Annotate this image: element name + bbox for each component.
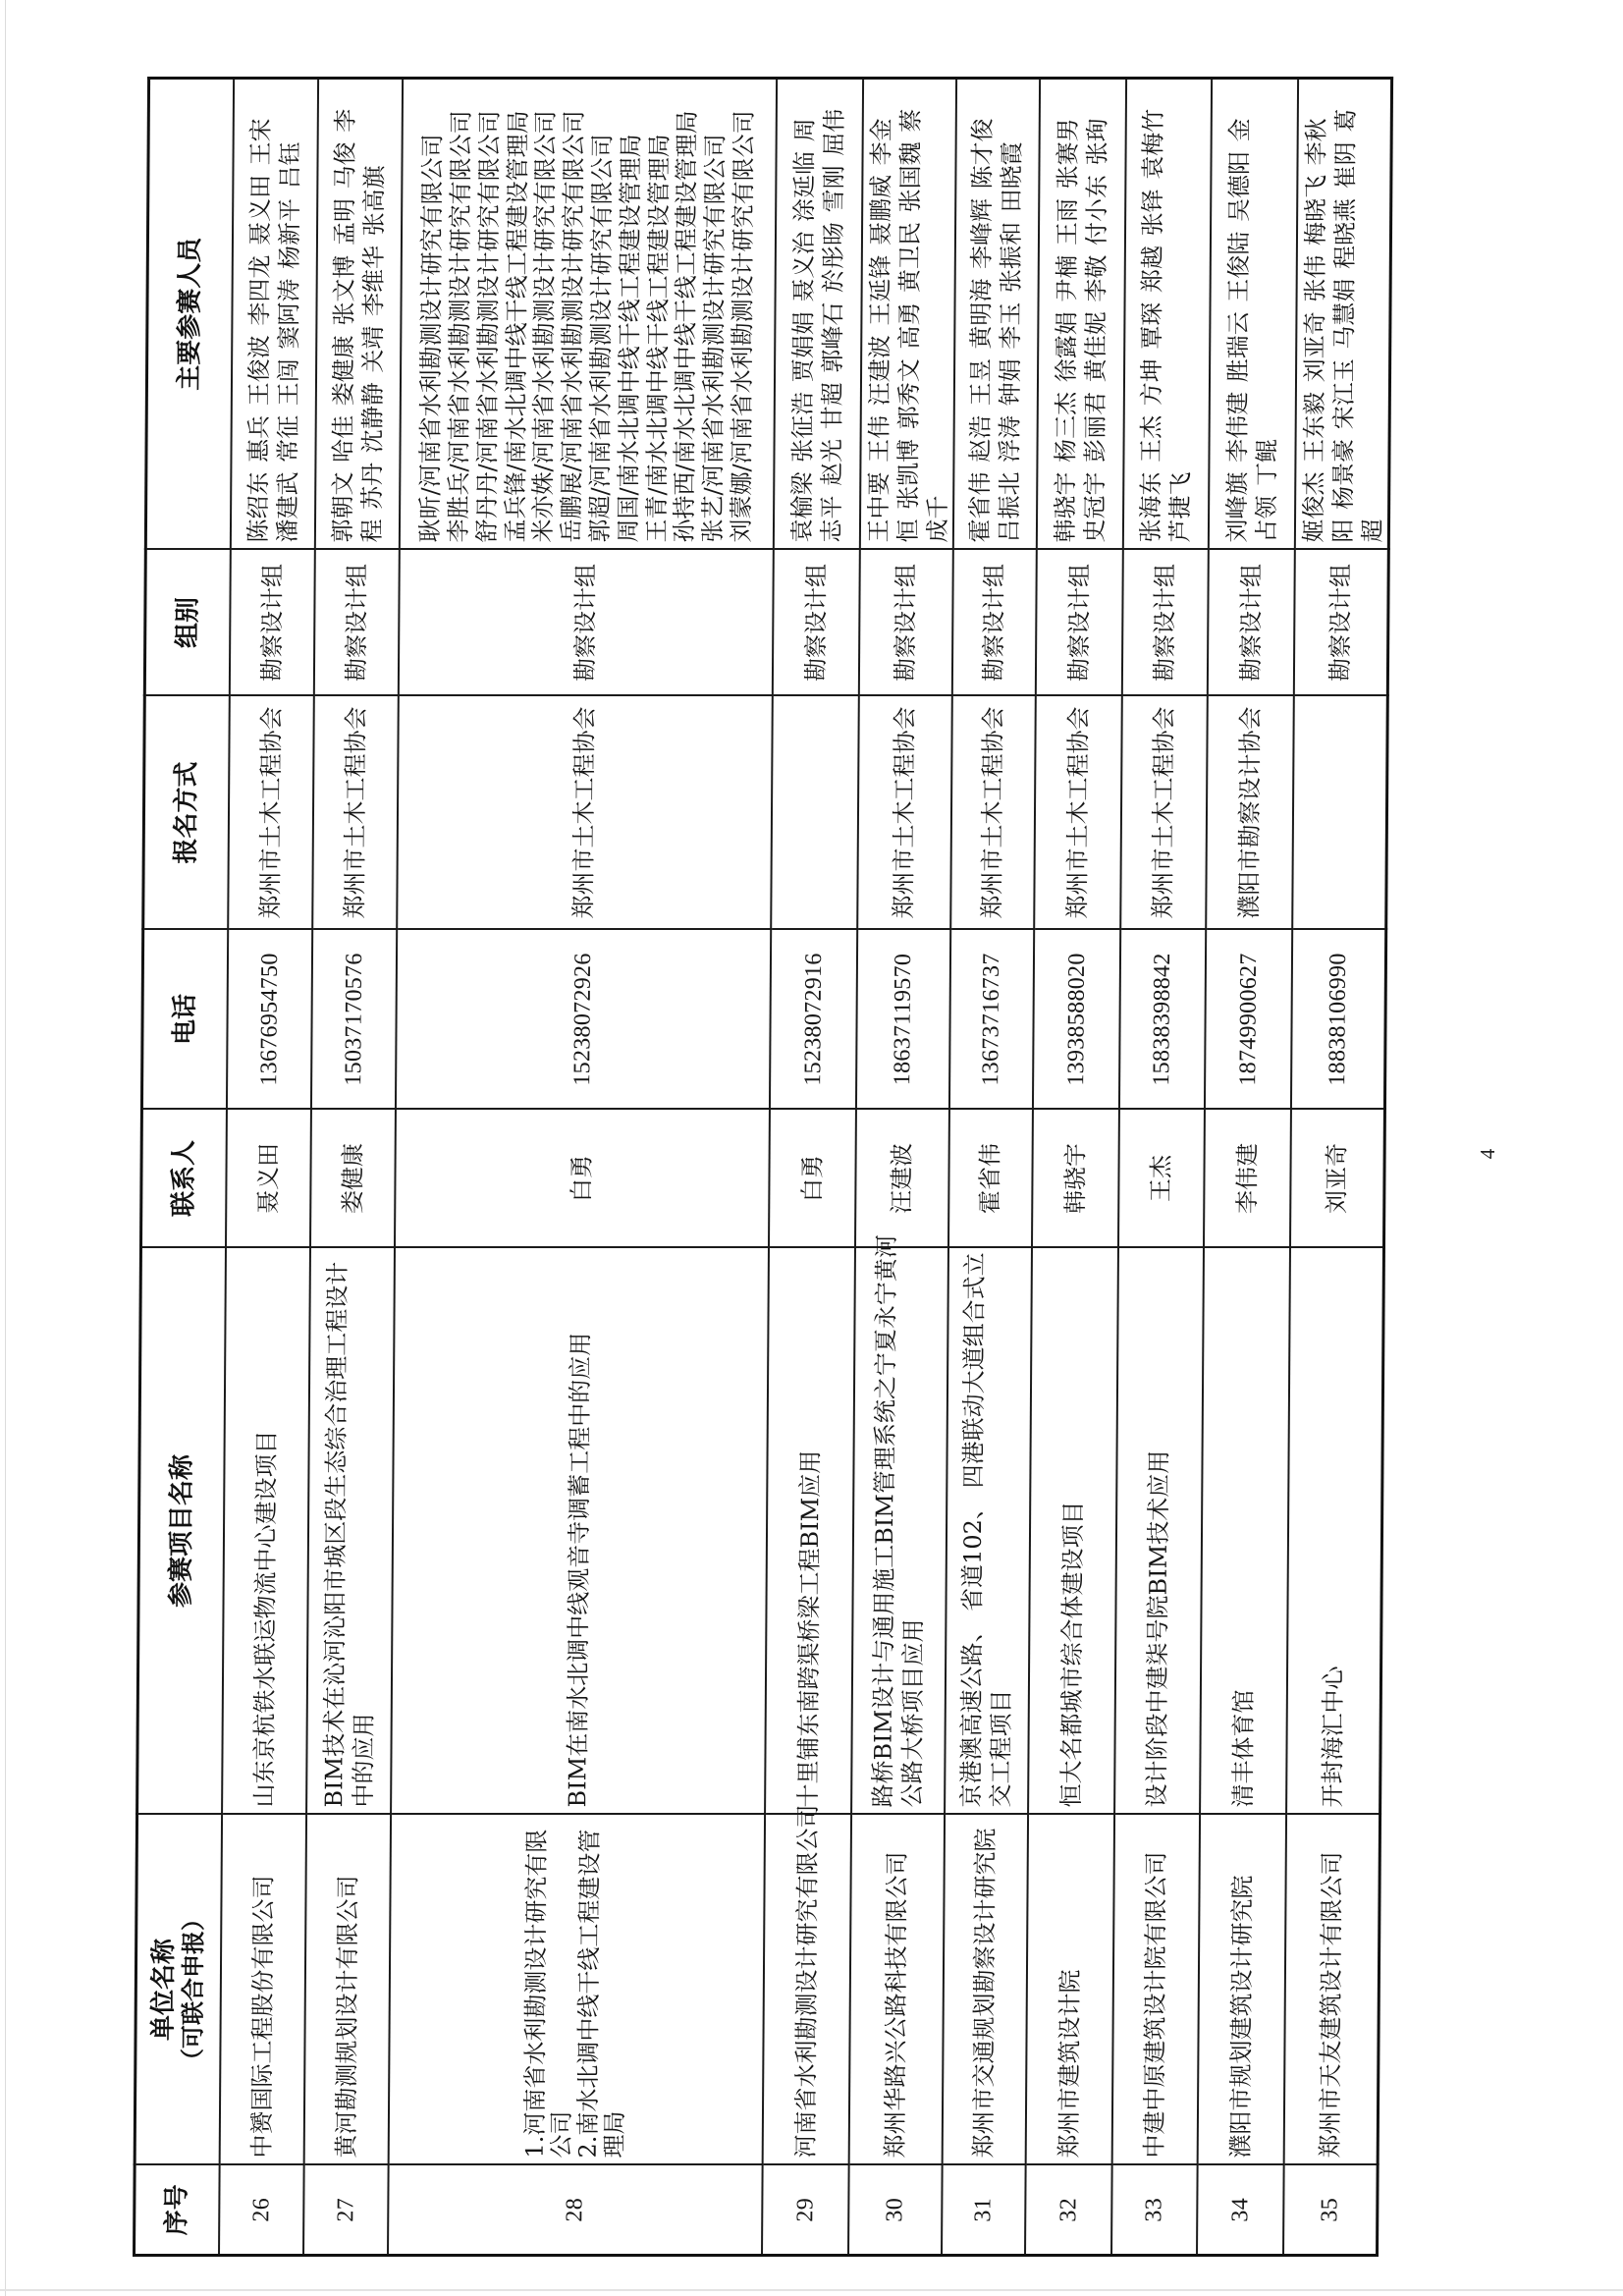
- member-line: 刘峰旗 李伟建 胜瑞云 王俊陆 吴德阳 金: [1222, 118, 1254, 543]
- cell-project: [391, 1248, 769, 1815]
- cell-project: [306, 1248, 395, 1815]
- header-signup: 报名方式: [143, 696, 230, 930]
- member-line: 陈绍东 惠兵 王俊波 李四龙 聂义田 王宋: [243, 118, 275, 543]
- member-line: 岳鹏展/河南省水利勘测设计研究有限公司: [558, 110, 589, 543]
- cell-phone: 18838106990: [1290, 930, 1385, 1110]
- cell-members: [1036, 79, 1125, 550]
- cell-phone: 18749900627: [1204, 930, 1291, 1110]
- cell-unit: [1025, 1815, 1113, 2165]
- cell-signup: 郑州市土木工程协会: [312, 696, 399, 930]
- cell-group: 勘察设计组: [772, 550, 859, 696]
- cell-signup: 郑州市土木工程协会: [228, 696, 314, 930]
- member-line: 霍省伟 赵浩 王昱 黄明海 李峰辉 陈才俊: [965, 118, 997, 543]
- member-line: 王中要 王伟 汪建波 王延锋 聂鹏威 李金: [864, 118, 895, 543]
- cell-unit: [762, 1804, 850, 2165]
- unit-line: 河南省水利勘测设计研究有限公司: [791, 1804, 822, 2159]
- cell-group: 勘察设计组: [951, 550, 1036, 696]
- cell-contact: 李伟建: [1203, 1110, 1290, 1248]
- header-unit-title: 单位名称: [148, 1939, 179, 2042]
- member-line: 李胜兵/河南省水利勘测设计研究有限公司: [444, 110, 475, 543]
- cell-project: [765, 1248, 855, 1815]
- member-line: 舒丹丹/河南省水利勘测设计研究有限公司: [472, 110, 504, 543]
- cell-contact: 王杰: [1117, 1110, 1204, 1248]
- header-group: 组别: [144, 550, 230, 696]
- cell-signup: 郑州市土木工程协会: [1120, 696, 1208, 930]
- cell-project: [222, 1248, 310, 1815]
- cell-contact: 聂义田: [225, 1110, 310, 1248]
- cell-unit: [848, 1815, 944, 2165]
- cell-phone: 15037170576: [310, 930, 396, 1110]
- member-line: 芦捷飞: [1165, 471, 1195, 543]
- member-line: 郭超/河南省水利勘测设计研究有限公司: [585, 134, 617, 543]
- project-line: BIM在南水北调中线观音寺调蓄工程中的应用: [564, 1332, 595, 1808]
- member-line: 超: [1358, 519, 1386, 543]
- unit-line: 公司: [547, 2110, 576, 2159]
- cell-group: 勘察设计组: [1121, 550, 1208, 696]
- cell-group: 勘察设计组: [1293, 550, 1388, 696]
- cell-members: [859, 79, 955, 550]
- cell-members: [1122, 79, 1211, 550]
- table-row: [942, 79, 1040, 2256]
- unit-line: 郑州市建筑设计院: [1055, 1969, 1084, 2159]
- cell-members: [230, 79, 317, 550]
- cell-group: 勘察设计组: [858, 550, 952, 696]
- member-line: 孟兵锋/南水北调中线干线工程建设管理局: [501, 110, 532, 543]
- cell-seq: 34: [1197, 2165, 1284, 2256]
- cell-group: 勘察设计组: [229, 550, 314, 696]
- table-row: [388, 79, 777, 2256]
- unit-line: 郑州华路兴公路科技有限公司: [881, 1851, 911, 2159]
- table-row: [1197, 79, 1298, 2256]
- cell-seq: 29: [762, 2165, 849, 2256]
- member-line: 刘蒙娜/河南省水利勘测设计研究有限公司: [727, 110, 758, 543]
- cell-seq: 26: [219, 2165, 304, 2256]
- cell-project: [1028, 1248, 1118, 1815]
- member-line: 孙持西/南水北调中线干线工程建设管理局: [671, 110, 702, 543]
- cell-members: [314, 79, 402, 550]
- header-unit-note: （可联合申报）: [179, 1907, 208, 2072]
- cell-members: [952, 79, 1039, 550]
- header-row: [135, 79, 234, 2256]
- cell-members: [773, 79, 862, 550]
- cell-phone: 13673716737: [948, 930, 1033, 1110]
- cell-group: 勘察设计组: [313, 550, 399, 696]
- cell-contact: 汪建波: [854, 1110, 948, 1248]
- cell-phone: 15238072916: [769, 930, 856, 1110]
- header-project: 参赛项目名称: [137, 1248, 226, 1815]
- member-line: 耿昕/河南省水利勘测设计研究有限公司: [416, 134, 447, 543]
- project-line: BIM技术在沁河沁阳市城区段生态综合治理工程设计: [319, 1261, 352, 1808]
- cell-members: [1208, 79, 1297, 550]
- header-members: 主要参赛人员: [145, 79, 233, 550]
- project-line: 路桥BIM设计与通用施工BIM管理系统之宁夏永宁黄河: [869, 1234, 901, 1808]
- project-line: 设计阶段中建柒号院BIM技术应用: [1143, 1449, 1173, 1808]
- member-line: 吕振北 浮涛 钟娟 李玉 张振和 田晓霞: [995, 141, 1026, 543]
- cell-seq: 28: [388, 2165, 763, 2256]
- cell-unit: [1111, 1815, 1199, 2165]
- cell-contact: 白勇: [394, 1110, 769, 1248]
- member-line: 周国/南水北调中线干线工程建设管理局: [614, 134, 645, 543]
- scan-edge-line: [5, 0, 6, 2296]
- cell-seq: 30: [848, 2165, 943, 2256]
- cell-contact: 白勇: [768, 1110, 855, 1248]
- member-line: 阳 杨景豪 宋江玉 马慧娟 程晓燕 崔阴 葛: [1328, 108, 1360, 543]
- unit-line: 2.南水北调中线干线工程建设管: [573, 1829, 604, 2159]
- cell-phone: 18637119570: [855, 930, 949, 1110]
- cell-unit: [388, 1815, 764, 2165]
- cell-signup: [771, 696, 859, 930]
- rotated-table-sheet: [133, 80, 1386, 2257]
- cell-signup: 郑州市土木工程协会: [397, 696, 773, 930]
- cell-contact: 霍省伟: [947, 1110, 1032, 1248]
- cell-seq: 27: [303, 2165, 389, 2256]
- member-line: 程 苏丹 沈静静 关靖 李维华 张高旗: [357, 165, 388, 543]
- member-line: 韩骁宇 杨三杰 徐露娟 尹楠 王雨 张赛男: [1051, 118, 1082, 543]
- unit-line: 理局: [600, 2110, 629, 2159]
- cell-contact: 刘亚奇: [1289, 1110, 1383, 1248]
- member-line: 占领 丁鲲: [1252, 438, 1281, 543]
- cell-project: [1200, 1248, 1290, 1815]
- project-line: 清丰体育馆: [1228, 1689, 1258, 1808]
- project-line: 交工程项目: [987, 1689, 1015, 1808]
- member-line: 恒 张凯博 郭秀文 高勇 黄卫民 张国魏 蔡: [893, 108, 925, 543]
- table-row: [762, 79, 863, 2256]
- member-line: 张艺/河南省水利勘测设计研究有限公司: [699, 134, 730, 543]
- member-line: 史冠宇 彭丽君 黄佳妮 李敬 付小东 张珣: [1080, 118, 1111, 543]
- member-line: 志平 赵光 甘超 郭峰石 於彤旸 雪刚 屈伟: [817, 108, 848, 543]
- table-row: [848, 79, 956, 2256]
- unit-line: 中赟国际工程股份有限公司: [247, 1875, 278, 2159]
- cell-members: [399, 79, 776, 550]
- header-contact: 联系人: [140, 1110, 226, 1248]
- unit-line: 黄河勘测规划设计有限公司: [332, 1875, 362, 2159]
- cell-contact: 娄健康: [309, 1110, 395, 1248]
- header-phone: 电话: [141, 930, 227, 1110]
- cell-unit: [942, 1815, 1027, 2165]
- cell-project: [1114, 1248, 1204, 1815]
- table-row: [1283, 79, 1392, 2256]
- unit-line: 郑州市天友建筑设计有限公司: [1316, 1851, 1346, 2159]
- cell-project: [851, 1234, 948, 1815]
- project-line: 山东京杭铁水联运物流中心建设项目: [249, 1430, 281, 1808]
- header-unit: [135, 1815, 221, 2165]
- cell-phone: 13938588020: [1032, 930, 1119, 1110]
- table-row: [303, 79, 403, 2256]
- member-line: 姬俊杰 王东毅 刘亚奇 张伟 梅晓飞 李秋: [1299, 118, 1330, 543]
- table-row: [1111, 79, 1212, 2256]
- cell-unit: [1197, 1815, 1285, 2165]
- cell-signup: 郑州市土木工程协会: [857, 696, 952, 930]
- cell-seq: 33: [1111, 2165, 1198, 2256]
- member-line: 成千: [923, 495, 951, 543]
- unit-line: 濮阳市规划建筑设计研究院: [1226, 1875, 1257, 2159]
- member-line: 潘建武 常征 王闯 窦阿涛 杨新平 吕钰: [273, 141, 304, 543]
- cell-signup: 濮阳市勘察设计协会: [1206, 696, 1294, 930]
- cell-phone: 13676954750: [226, 930, 311, 1110]
- cell-contact: 韩骁宇: [1031, 1110, 1118, 1248]
- table-row: [219, 79, 318, 2256]
- cell-seq: 35: [1283, 2165, 1378, 2256]
- cell-group: 勘察设计组: [398, 550, 773, 696]
- member-line: 郭朝文 哈佳 娄健康 张文博 孟明 马俊 李: [328, 108, 359, 543]
- cell-phone: 15238072926: [395, 930, 770, 1110]
- member-line: 张海东 王杰 方坤 覃琛 郑越 张铎 袁梅竹: [1136, 108, 1167, 543]
- member-line: 袁榆梁 张征浩 贾娟娟 聂义治 涂延临 周: [787, 118, 819, 543]
- project-line: 京港澳高速公路、 省道102、 四港联动大道组合式立: [957, 1252, 989, 1808]
- cell-group: 勘察设计组: [1035, 550, 1122, 696]
- cell-project: [1286, 1248, 1383, 1815]
- cell-phone: 15838398842: [1118, 930, 1205, 1110]
- unit-line: 郑州市交通规划勘察设计研究院: [969, 1828, 1000, 2159]
- cell-project: [945, 1248, 1032, 1815]
- cell-group: 勘察设计组: [1207, 550, 1294, 696]
- unit-line: 1.河南省水利勘测设计研究有限: [520, 1829, 551, 2159]
- cell-unit: [303, 1815, 390, 2165]
- cell-unit: [219, 1815, 305, 2165]
- header-seq: 序号: [135, 2165, 220, 2256]
- entries-table: [133, 77, 1393, 2257]
- project-line: 十里铺东南跨渠桥梁工程BIM应用: [793, 1449, 825, 1808]
- cell-seq: 32: [1025, 2165, 1112, 2256]
- page-number: 4: [1476, 1148, 1499, 1160]
- cell-signup: 郑州市土木工程协会: [1034, 696, 1122, 930]
- cell-unit: [1283, 1815, 1380, 2165]
- cell-seq: 31: [942, 2165, 1026, 2256]
- project-line: 开封海汇中心: [1319, 1666, 1348, 1808]
- project-line: 公路大桥项目应用: [898, 1618, 928, 1808]
- cell-signup: [1292, 696, 1387, 930]
- cell-signup: 郑州市土木工程协会: [950, 696, 1036, 930]
- project-line: 恒大名都城市综合体建设项目: [1056, 1501, 1087, 1808]
- unit-line: 中建中原建筑设计院有限公司: [1140, 1851, 1170, 2159]
- member-line: 米亦姝/河南省水利勘测设计研究有限公司: [529, 110, 561, 543]
- member-line: 王青/南水北调中线干线工程建设管理局: [642, 134, 674, 543]
- table-row: [1025, 79, 1126, 2256]
- project-line: 中的应用: [349, 1713, 378, 1808]
- scan-bottom-line: [0, 2289, 1623, 2291]
- cell-members: [1294, 79, 1391, 550]
